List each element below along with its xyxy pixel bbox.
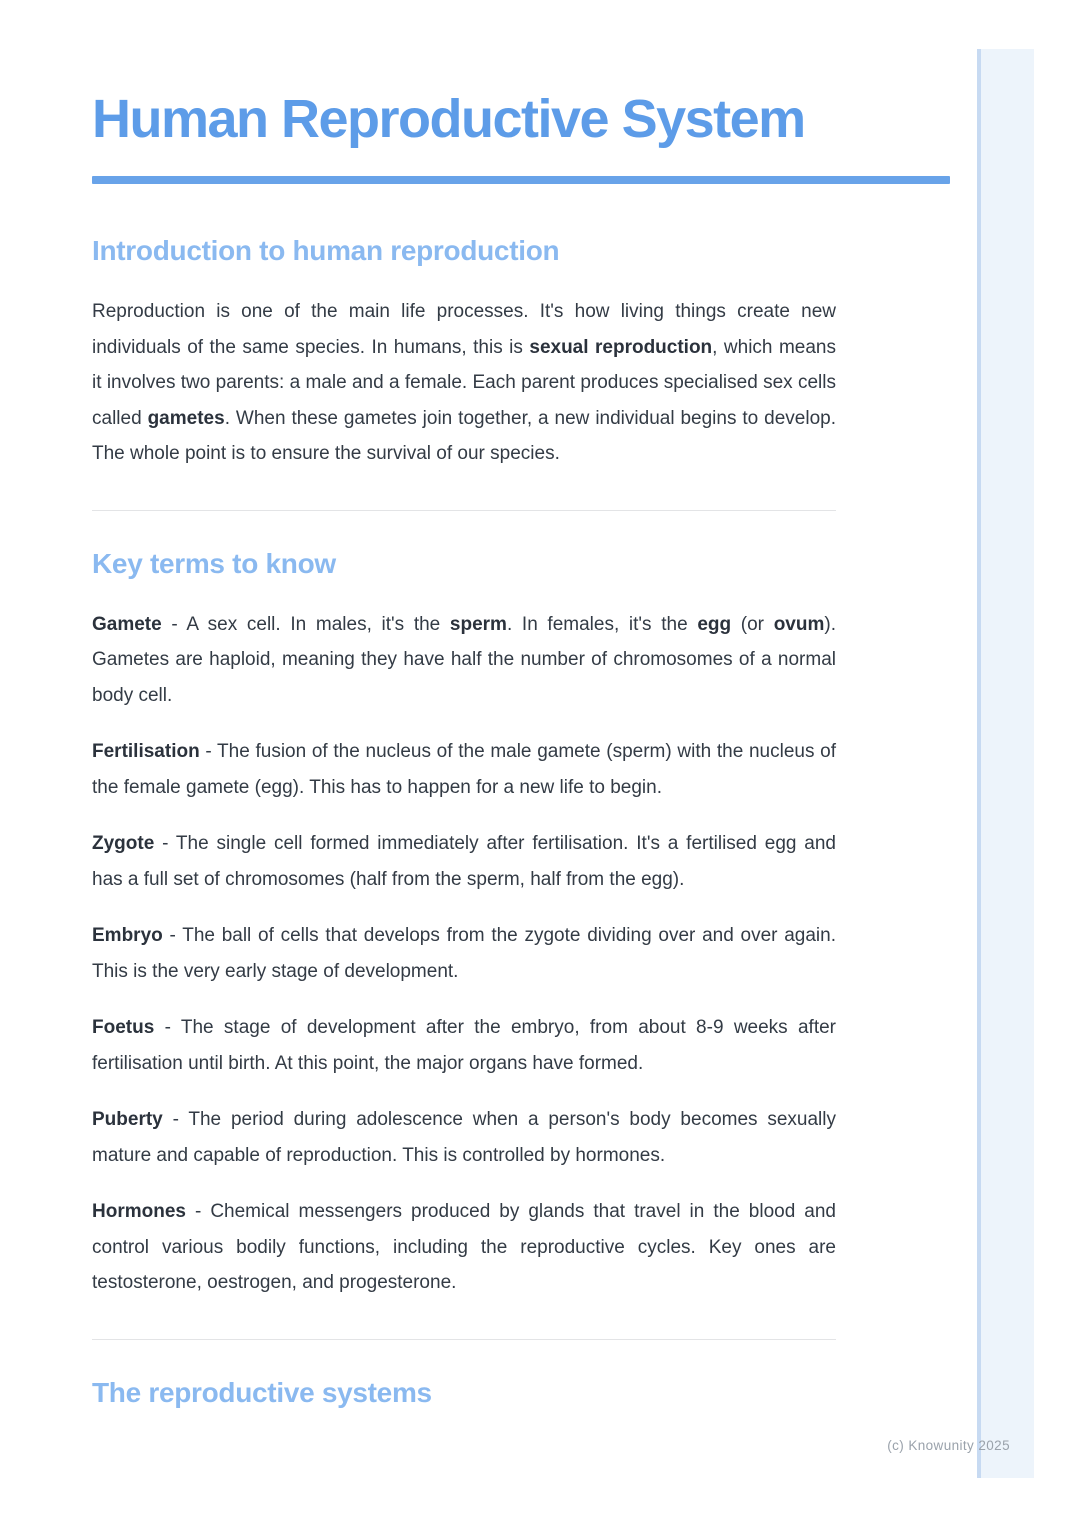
section-key-terms [92,547,950,1301]
body-paragraph: Reproduction is one of the main life processes. It's how living things create new individuals of the same species. In humans, this is sexual reproduction, which means it involves two parents: a male and a female. Each parent produces specialised sex cells called gametes. When these gametes join together, a new individual begins to develop. The whole point is to ensure the survival of our species. [92,301,837,464]
section-heading-key-terms: Key terms to know [92,547,336,579]
section-heading-introduction: Introduction to human reproduction [92,235,560,266]
page-edge-strip [977,49,1034,1478]
body-paragraph: Zygote - The single cell formed immediately after fertilisation. It's a fertilised egg and has a full set of chromosomes (half from the sperm, half from the egg). [92,833,836,890]
body-paragraph: Fertilisation - The fusion of the nucleus of the male gamete (sperm) with the nucleus of the female gamete (egg). This has to happen for a new life to begin. [92,741,836,798]
section-heading-reproductive-systems: The reproductive systems [92,1376,432,1408]
title-underline [92,176,950,184]
section-divider [92,510,836,511]
section-introduction [92,234,950,472]
body-paragraph: Embryo - The ball of cells that develops from the zygote dividing over and over again. This is the very early stage of development. [92,925,836,982]
copyright-watermark: (c) Knowunity 2025 [887,1438,1010,1453]
section-body-key-terms [92,607,836,1301]
body-paragraph: Gamete - A sex cell. In males, it's the sperm. In females, it's the egg (or ovum). Gametes are haploid, meaning they have half the number of chromosomes of a normal body cell. [92,613,836,706]
page-title: Human Reproductive System [92,89,805,149]
body-paragraph: Hormones - Chemical messengers produced by glands that travel in the blood and control various bodily functions, including the reproductive cycles. Key ones are testosterone, oestrogen, and progesterone. [92,1201,836,1293]
body-paragraph: Puberty - The period during adolescence when a person's body becomes sexually mature and capable of reproduction. This is controlled by hormones. [92,1109,836,1166]
section-reproductive-systems [92,1376,950,1410]
section-divider [92,1339,836,1340]
body-paragraph: Foetus - The stage of development after the embryo, from about 8-9 weeks after fertilisation until birth. At this point, the major organs have formed. [92,1017,836,1074]
section-body-introduction [92,294,836,472]
